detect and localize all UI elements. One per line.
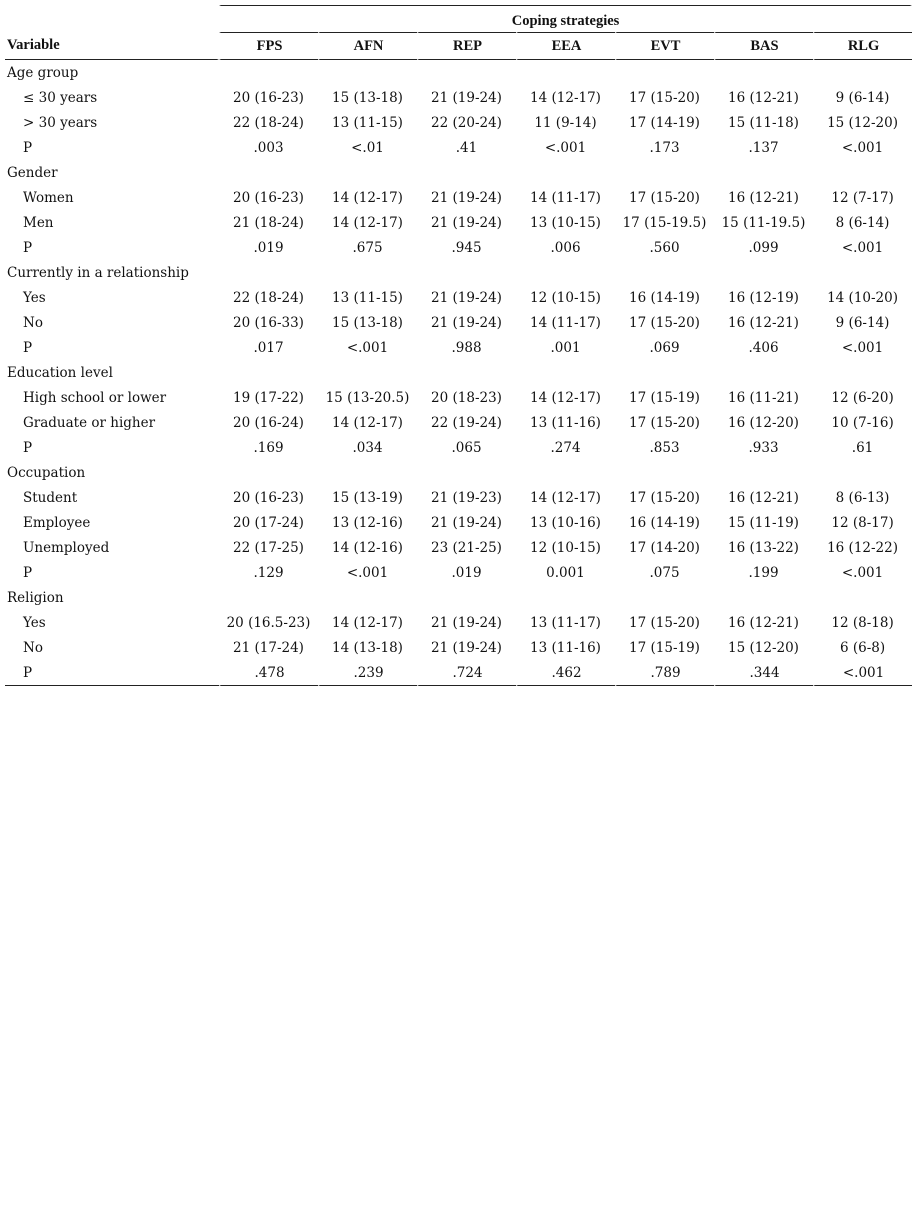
value-cell-eea: .001 [550, 339, 581, 356]
value-cell-bas: .344 [714, 660, 813, 686]
value-cell-afn: 14 (12-17) [332, 414, 403, 431]
value-cell-rep: .945 [451, 239, 482, 256]
value-cell-fps: 20 (17-24) [233, 514, 304, 531]
value-cell-afn [318, 460, 417, 485]
value-cell-rep [417, 260, 516, 285]
row-label: Graduate or higher [23, 414, 156, 431]
value-cell-evt: 17 (15-20) [629, 89, 700, 106]
row-label: P [23, 564, 33, 581]
value-cell-rep: 21 (19-24) [431, 89, 502, 106]
value-cell-rep: 21 (19-24) [431, 639, 502, 656]
value-cell-evt [615, 585, 714, 610]
row-label: Yes [23, 289, 46, 306]
table-row [5, 235, 912, 260]
value-cell-afn [318, 260, 417, 285]
value-cell-eea [516, 260, 615, 285]
value-cell-bas [714, 160, 813, 185]
value-cell-rlg [813, 60, 912, 85]
value-cell-afn [318, 585, 417, 610]
row-label: Yes [23, 614, 46, 631]
value-cell-eea: 14 (12-17) [530, 89, 601, 106]
value-cell-rlg: 16 (12-22) [827, 539, 898, 556]
value-cell-rlg: 6 (6-8) [839, 639, 886, 656]
value-cell-bas: 16 (11-21) [728, 389, 799, 406]
value-cell-evt: 17 (15-20) [629, 414, 700, 431]
value-cell-afn: 15 (13-18) [332, 89, 403, 106]
value-cell-evt: .173 [649, 139, 680, 156]
value-cell-fps: 20 (16-23) [233, 89, 304, 106]
value-cell-bas: 16 (12-21) [728, 614, 799, 631]
value-cell-bas [714, 60, 813, 85]
value-cell-evt [615, 60, 714, 85]
table-body [5, 60, 912, 686]
row-label: P [23, 139, 33, 156]
value-cell-rlg [813, 460, 912, 485]
column-header-eea: EEA [516, 32, 615, 60]
column-header-evt: EVT [615, 32, 714, 60]
section-label: Age group [7, 64, 79, 81]
row-label: Women [23, 189, 74, 206]
row-label: P [23, 439, 33, 456]
value-cell-bas: 15 (11-19) [728, 514, 799, 531]
column-header-rlg: RLG [813, 32, 912, 60]
table-row [5, 85, 912, 110]
value-cell-fps: 22 (18-24) [233, 114, 304, 131]
value-cell-afn: .675 [352, 239, 383, 256]
value-cell-rlg [813, 585, 912, 610]
value-cell-rlg: 9 (6-14) [835, 314, 890, 331]
value-cell-fps [219, 160, 318, 185]
value-cell-rlg: 8 (6-13) [835, 489, 890, 506]
value-cell-rlg: 9 (6-14) [835, 89, 890, 106]
value-cell-bas: .406 [748, 339, 779, 356]
value-cell-bas: 15 (11-18) [728, 114, 799, 131]
value-cell-rlg: 12 (8-17) [831, 514, 894, 531]
value-cell-rep: 21 (19-24) [431, 314, 502, 331]
table-row [5, 110, 912, 135]
value-cell-rep [417, 60, 516, 85]
value-cell-rep [417, 160, 516, 185]
value-cell-bas: .199 [748, 564, 779, 581]
coping-strategies-table [5, 5, 912, 686]
value-cell-rlg: 12 (7-17) [831, 189, 894, 206]
value-cell-evt [615, 160, 714, 185]
section-label: Currently in a relationship [7, 264, 189, 281]
value-cell-afn: 13 (11-15) [332, 114, 403, 131]
value-cell-evt: 17 (15-19) [629, 639, 700, 656]
value-cell-evt: 17 (15-19.5) [622, 214, 707, 231]
value-cell-rlg: <.001 [813, 660, 912, 686]
value-cell-afn: 15 (13-18) [332, 314, 403, 331]
value-cell-fps: .478 [219, 660, 318, 686]
value-cell-rep: 22 (20-24) [431, 114, 502, 131]
value-cell-fps: 20 (16-23) [233, 489, 304, 506]
value-cell-eea: 13 (11-16) [530, 414, 601, 431]
table-row [5, 660, 912, 686]
value-cell-rep: .724 [417, 660, 516, 686]
value-cell-rlg [813, 360, 912, 385]
value-cell-fps: 22 (18-24) [233, 289, 304, 306]
value-cell-fps: .019 [253, 239, 284, 256]
value-cell-afn: 13 (12-16) [332, 514, 403, 531]
row-label: P [5, 660, 219, 686]
value-cell-evt: 17 (15-20) [629, 189, 700, 206]
value-cell-rep [417, 360, 516, 385]
value-cell-rep: 21 (19-24) [431, 514, 502, 531]
value-cell-afn: <.01 [351, 139, 384, 156]
row-label: Student [23, 489, 78, 506]
section-label: Religion [7, 589, 64, 606]
value-cell-bas [714, 260, 813, 285]
value-cell-afn [318, 360, 417, 385]
value-cell-eea: 13 (11-16) [530, 639, 601, 656]
value-cell-evt: .560 [649, 239, 680, 256]
table-row [5, 535, 912, 560]
value-cell-rep: 20 (18-23) [431, 389, 502, 406]
value-cell-fps [219, 360, 318, 385]
value-cell-fps: 22 (17-25) [233, 539, 304, 556]
value-cell-evt: .853 [649, 439, 680, 456]
value-cell-afn: 13 (11-15) [332, 289, 403, 306]
row-label: > 30 years [23, 114, 98, 131]
value-cell-rlg: .61 [851, 439, 874, 456]
value-cell-eea: 13 (10-15) [530, 214, 601, 231]
value-cell-eea: <.001 [544, 139, 587, 156]
value-cell-rlg: <.001 [841, 564, 884, 581]
value-cell-evt [615, 360, 714, 385]
value-cell-eea: 13 (10-16) [530, 514, 601, 531]
value-cell-bas: 16 (12-21) [728, 89, 799, 106]
value-cell-rep: 21 (19-23) [431, 489, 502, 506]
value-cell-afn [318, 160, 417, 185]
value-cell-fps: 21 (17-24) [233, 639, 304, 656]
value-cell-fps: 20 (16-24) [233, 414, 304, 431]
value-cell-fps: 20 (16-23) [233, 189, 304, 206]
value-cell-fps [219, 460, 318, 485]
value-cell-rlg: 15 (12-20) [827, 114, 898, 131]
value-cell-evt: 16 (14-19) [629, 514, 700, 531]
value-cell-evt: .075 [649, 564, 680, 581]
value-cell-eea: 14 (11-17) [530, 314, 601, 331]
value-cell-rep: 21 (19-24) [431, 189, 502, 206]
value-cell-evt: 17 (15-19) [629, 389, 700, 406]
value-cell-bas [714, 585, 813, 610]
row-label: P [23, 339, 33, 356]
value-cell-rlg: <.001 [841, 139, 884, 156]
table-row [5, 135, 912, 160]
value-cell-evt [615, 260, 714, 285]
value-cell-eea: 14 (12-17) [530, 389, 601, 406]
section-row [5, 60, 912, 85]
value-cell-afn: <.001 [346, 339, 389, 356]
value-cell-bas [714, 360, 813, 385]
table-row [5, 510, 912, 535]
value-cell-eea: 11 (9-14) [534, 114, 597, 131]
value-cell-fps [219, 585, 318, 610]
value-cell-fps: 19 (17-22) [233, 389, 304, 406]
value-cell-afn: .239 [318, 660, 417, 686]
section-label: Occupation [7, 464, 86, 481]
section-row [5, 260, 912, 285]
value-cell-bas: 15 (12-20) [728, 639, 799, 656]
section-label: Gender [7, 164, 58, 181]
value-cell-bas: 16 (13-22) [728, 539, 799, 556]
value-cell-eea: .462 [516, 660, 615, 686]
value-cell-rep: 21 (19-24) [431, 289, 502, 306]
section-row [5, 160, 912, 185]
table-row [5, 410, 912, 435]
value-cell-rlg: 10 (7-16) [831, 414, 894, 431]
value-cell-fps: .169 [253, 439, 284, 456]
group-header-row [5, 5, 912, 32]
value-cell-afn: 14 (12-17) [332, 189, 403, 206]
column-header-row [5, 32, 912, 60]
table-row [5, 210, 912, 235]
table-row [5, 435, 912, 460]
table-row [5, 635, 912, 660]
column-header-afn: AFN [318, 32, 417, 60]
value-cell-rlg: <.001 [841, 339, 884, 356]
value-cell-rlg: <.001 [841, 239, 884, 256]
value-cell-rep: .019 [451, 564, 482, 581]
value-cell-rep: 21 (19-24) [431, 214, 502, 231]
value-cell-eea [516, 460, 615, 485]
column-header-bas: BAS [714, 32, 813, 60]
value-cell-eea: 0.001 [546, 564, 585, 581]
value-cell-afn: 14 (12-16) [332, 539, 403, 556]
value-cell-bas: 16 (12-21) [728, 489, 799, 506]
column-header-fps: FPS [219, 32, 318, 60]
value-cell-rep: .065 [451, 439, 482, 456]
value-cell-evt: .069 [649, 339, 680, 356]
value-cell-afn: 14 (13-18) [332, 639, 403, 656]
value-cell-eea: .006 [550, 239, 581, 256]
value-cell-evt: 16 (14-19) [629, 289, 700, 306]
value-cell-rlg [813, 160, 912, 185]
value-cell-fps: 20 (16.5-23) [226, 614, 311, 631]
table-row [5, 185, 912, 210]
table-row [5, 310, 912, 335]
value-cell-rep: 22 (19-24) [431, 414, 502, 431]
table-row [5, 560, 912, 585]
section-row [5, 585, 912, 610]
value-cell-rep: .41 [455, 139, 478, 156]
value-cell-rlg: 12 (8-18) [831, 614, 894, 631]
value-cell-eea [516, 60, 615, 85]
table-row [5, 610, 912, 635]
value-cell-evt [615, 460, 714, 485]
value-cell-bas: 16 (12-21) [728, 189, 799, 206]
section-row [5, 460, 912, 485]
value-cell-bas: 15 (11-19.5) [721, 214, 806, 231]
value-cell-eea: .274 [550, 439, 581, 456]
section-label: Education level [7, 364, 113, 381]
value-cell-fps [219, 60, 318, 85]
value-cell-rep: 21 (19-24) [431, 614, 502, 631]
table-row [5, 385, 912, 410]
value-cell-afn: <.001 [346, 564, 389, 581]
row-label: P [23, 239, 33, 256]
value-cell-evt: 17 (14-20) [629, 539, 700, 556]
row-label: No [23, 639, 43, 656]
value-cell-rlg [813, 260, 912, 285]
value-cell-bas: 16 (12-20) [728, 414, 799, 431]
row-label: Men [23, 214, 54, 231]
value-cell-rep: .988 [451, 339, 482, 356]
value-cell-eea [516, 360, 615, 385]
value-cell-fps: .017 [253, 339, 284, 356]
row-label: Employee [23, 514, 91, 531]
value-cell-eea [516, 585, 615, 610]
value-cell-fps: 20 (16-33) [233, 314, 304, 331]
value-cell-bas: .099 [748, 239, 779, 256]
value-cell-rep: 23 (21-25) [431, 539, 502, 556]
value-cell-evt: 17 (15-20) [629, 314, 700, 331]
value-cell-rlg: 12 (6-20) [831, 389, 894, 406]
value-cell-afn [318, 60, 417, 85]
row-label: High school or lower [23, 389, 167, 406]
value-cell-eea: 12 (10-15) [530, 539, 601, 556]
section-row [5, 360, 912, 385]
value-cell-rep [417, 585, 516, 610]
value-cell-fps: .129 [253, 564, 284, 581]
value-cell-fps [219, 260, 318, 285]
coping-strategies-header: Coping strategies [219, 5, 912, 32]
value-cell-fps: 21 (18-24) [233, 214, 304, 231]
value-cell-bas [714, 460, 813, 485]
table-row [5, 335, 912, 360]
value-cell-afn: 14 (12-17) [332, 614, 403, 631]
value-cell-bas: 16 (12-21) [728, 314, 799, 331]
row-label: Unemployed [23, 539, 110, 556]
row-label: ≤ 30 years [23, 89, 98, 106]
value-cell-eea: 13 (11-17) [530, 614, 601, 631]
value-cell-fps: .003 [253, 139, 284, 156]
value-cell-eea: 12 (10-15) [530, 289, 601, 306]
value-cell-evt: .789 [615, 660, 714, 686]
value-cell-evt: 17 (15-20) [629, 489, 700, 506]
row-label: No [23, 314, 43, 331]
value-cell-afn: 15 (13-19) [332, 489, 403, 506]
value-cell-bas: .933 [748, 439, 779, 456]
value-cell-afn: 15 (13-20.5) [325, 389, 410, 406]
value-cell-rep [417, 460, 516, 485]
value-cell-evt: 17 (15-20) [629, 614, 700, 631]
table-row [5, 485, 912, 510]
value-cell-eea: 14 (12-17) [530, 489, 601, 506]
value-cell-bas: 16 (12-19) [728, 289, 799, 306]
value-cell-afn: .034 [352, 439, 383, 456]
empty-corner-cell [5, 5, 219, 32]
value-cell-afn: 14 (12-17) [332, 214, 403, 231]
value-cell-eea [516, 160, 615, 185]
table-row [5, 285, 912, 310]
value-cell-eea: 14 (11-17) [530, 189, 601, 206]
value-cell-evt: 17 (14-19) [629, 114, 700, 131]
value-cell-bas: .137 [748, 139, 779, 156]
value-cell-rlg: 14 (10-20) [827, 289, 898, 306]
column-header-rep: REP [417, 32, 516, 60]
value-cell-rlg: 8 (6-14) [835, 214, 890, 231]
variable-header: Variable [5, 32, 219, 60]
